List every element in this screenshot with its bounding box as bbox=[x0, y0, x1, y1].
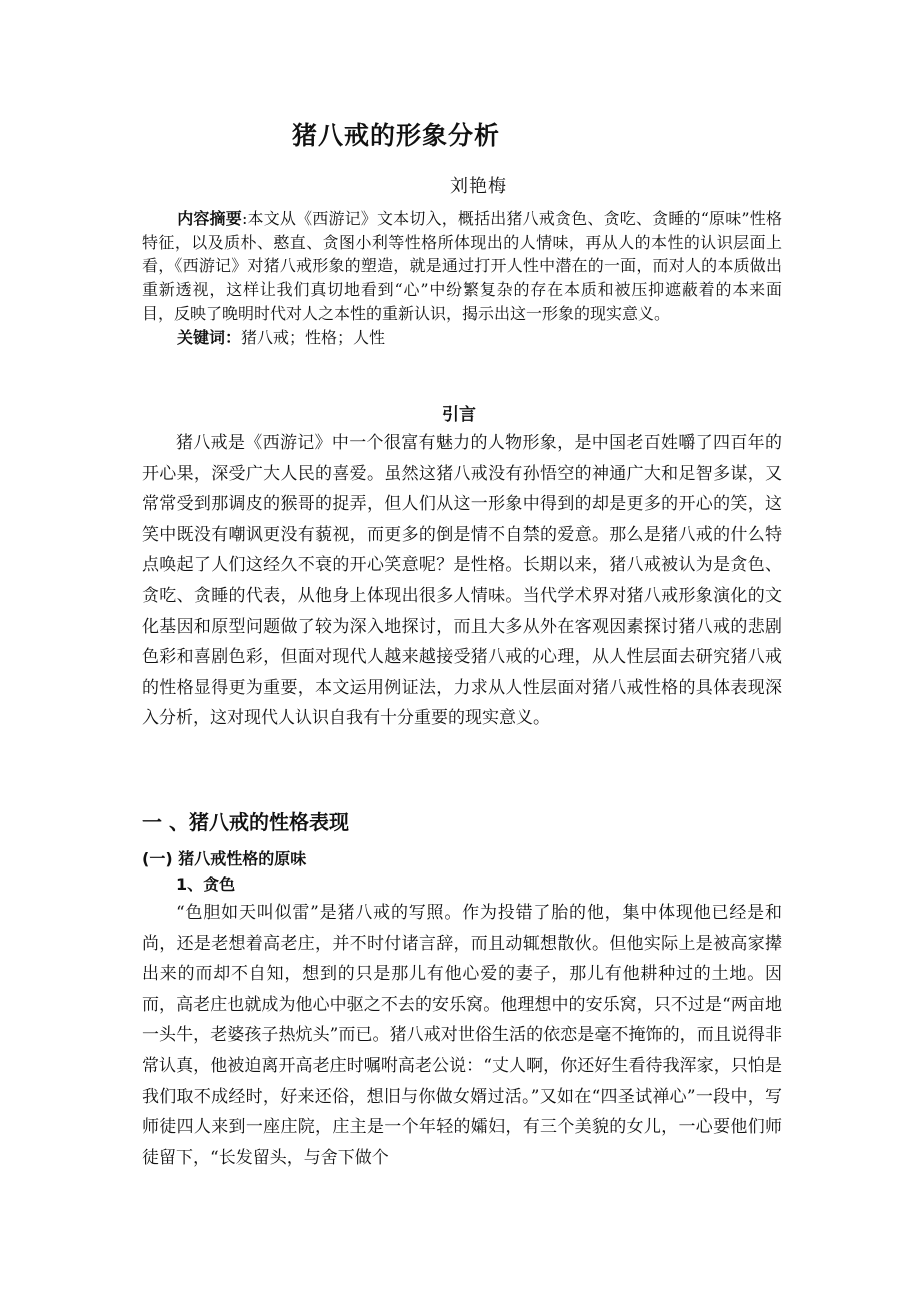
abstract-paragraph bbox=[142, 207, 782, 326]
section1-body bbox=[142, 898, 782, 1173]
intro-paragraph: 猪八戒是《西游记》中一个很富有魅力的人物形象，是中国老百姓嚼了四百年的开心果，深受广大人民的喜爱。虽然这猪八戒没有孙悟空的神通广大和足智多谋，又常常受到那调皮的猴哥的捉弄，但人们从这一形象中得到的却是更多的开心的笑，这笑中既没有嘲讽更没有藐视，而更多的倒是情不自禁的爱意。那么是猪八戒的什么特点唤起了人们这经久不衰的开心笑意呢？是性格。长期以来，猪八戒被认为是贪色、贪吃、贪睡的代表，从他身上体现出很多人情味。当代学术界对猪八戒形象演化的文化基因和原型问题做了较为深入地探讨，而且大多从外在客观因素探讨猪八戒的悲剧色彩和喜剧色彩，但面对现代人越来越接受猪八戒的心理，从人性层面去研究猪八戒的性格显得更为重要，本文运用例证法，力求从人性层面对猪八戒性格的具体表现深入分析，这对现代人认识自我有十分重要的现实意义。 bbox=[142, 433, 782, 729]
subsubsection-heading: 1、贪色 bbox=[176, 875, 236, 894]
keywords-line bbox=[142, 326, 782, 350]
section-heading: 一 、猪八戒的性格表现 bbox=[142, 810, 349, 834]
keywords-text: 猪八戒；性格；人性 bbox=[241, 327, 386, 347]
abstract-text: :本文从《西游记》文本切入，概括出猪八戒贪色、贪吃、贪睡的“原味”性格特征，以及质朴、憨直、贪图小利等性格所体现出的人情味，再从人的本性的认识层面上看，《西游记》对猪八戒形象的塑造，就是通过打开人性中潜在的一面，而对人的本质做出重新透视，这样让我们真切地看到“心”中纷繁复杂的存在本质和被压抑遮蔽着的本来面目，反映了晚明时代对人之本性的重新认识，揭示出这一形象的现实意义。 bbox=[142, 209, 782, 323]
intro-heading: 引言 bbox=[442, 405, 476, 425]
abstract-label: 内容摘要 bbox=[177, 209, 242, 228]
intro-section bbox=[142, 428, 782, 734]
section1-paragraph: “色胆如天叫似雷”是猪八戒的写照。作为投错了胎的他，集中体现他已经是和尚，还是老想着高老庄，并不时付诸言辞，而且动辄想散伙。但他实际上是被高家撵出来的而却不自知，想到的只是那儿有他心爱的妻子，那儿有他耕种过的土地。因而，高老庄也就成为他心中驱之不去的安乐窝。他理想中的安乐窝，只不过是“两亩地一头牛，老婆孩子热炕头”而已。猪八戒对世俗生活的依恋是毫不掩饰的，而且说得非常认真，他被迫离开高老庄时嘱咐高老公说：“丈人啊，你还好生看待我浑家，只怕是我们取不成经时，好来还俗，想旧与你做女婿过活。”又如在“四圣试禅心”一段中，写师徒四人来到一座庄院，庄主是一个年轻的孀妇，有三个美貌的女儿，一心要他们师徒留下，“长发留头，与舍下做个 bbox=[142, 903, 782, 1168]
author-name: 刘艳梅 bbox=[450, 176, 507, 197]
keywords-label: 关键词： bbox=[177, 327, 242, 347]
document-title: 猪八戒的形象分析 bbox=[292, 121, 501, 150]
abstract-section bbox=[142, 207, 782, 349]
subsection-heading: (一) 猪八戒性格的原味 bbox=[142, 849, 307, 868]
